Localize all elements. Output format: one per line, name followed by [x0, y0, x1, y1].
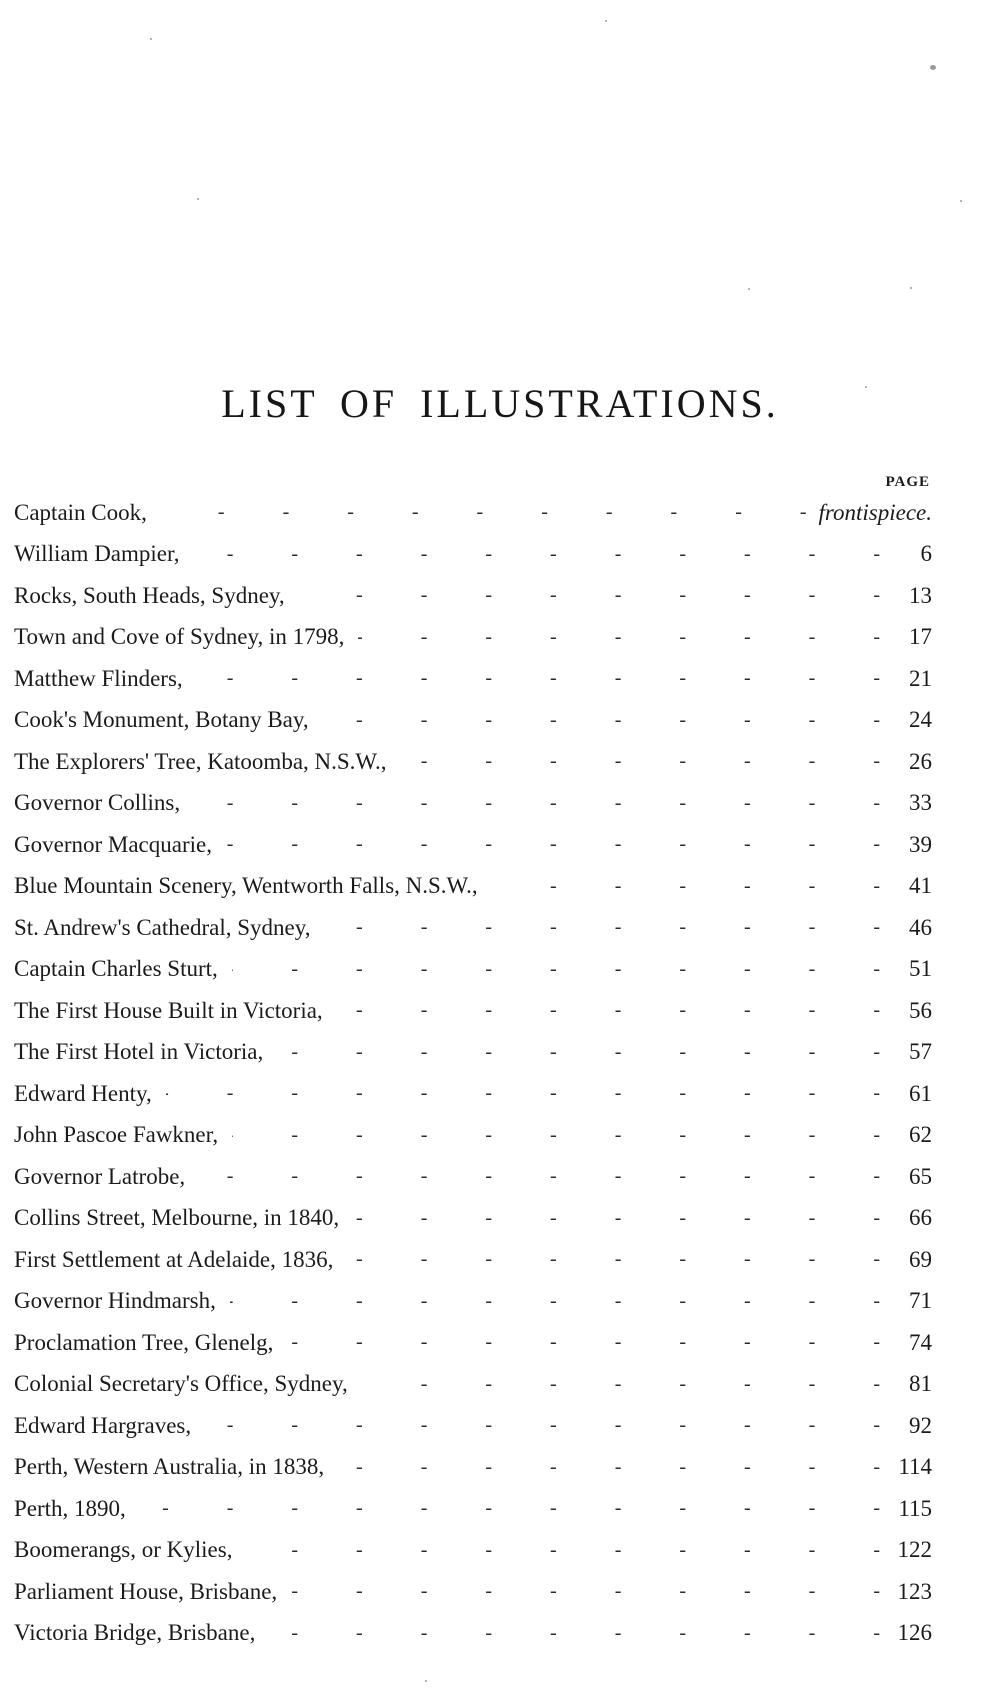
list-item [14, 1447, 932, 1489]
illustration-page-number: 41 [909, 873, 932, 899]
dot-leader [166, 1082, 882, 1105]
dot-leader [199, 1165, 882, 1188]
dot-leader [269, 1622, 882, 1645]
illustration-title: Governor Macquarie, [14, 831, 212, 857]
page-column-header: PAGE [885, 474, 930, 490]
list-item [14, 990, 932, 1032]
dot-leader [194, 543, 883, 566]
dot-leader [232, 958, 882, 981]
illustration-title: William Dampier, [14, 541, 180, 567]
illustration-title: Boomerangs, or Kylies, [14, 1537, 233, 1563]
dot-leader [140, 1497, 882, 1520]
dot-leader [401, 750, 882, 773]
illustration-page-number: 126 [897, 1620, 932, 1646]
list-item [14, 824, 932, 866]
dot-leader [232, 1124, 882, 1147]
dot-leader [337, 999, 882, 1022]
illustration-title: Collins Street, Melbourne, in 1840, [14, 1205, 340, 1231]
list-item [14, 1571, 932, 1613]
dot-leader [291, 1580, 882, 1603]
dot-leader [226, 833, 882, 856]
dot-leader [205, 1414, 882, 1437]
illustration-title: The First Hotel in Victoria, [14, 1039, 264, 1065]
illustration-page-number: 81 [909, 1371, 932, 1397]
list-item [14, 700, 932, 742]
illustration-page-number: 33 [909, 790, 932, 816]
dot-leader [358, 626, 882, 649]
list-item [14, 1364, 932, 1406]
dot-leader [299, 584, 882, 607]
dot-leader [353, 1207, 882, 1230]
list-item [14, 1322, 932, 1364]
illustration-page-number: 122 [897, 1537, 932, 1563]
print-speck [150, 38, 152, 40]
illustration-title: First Settlement at Adelaide, 1836, [14, 1246, 334, 1272]
dot-leader [197, 667, 882, 690]
dot-leader [230, 1290, 882, 1313]
dot-leader [362, 1373, 882, 1396]
print-speck [930, 65, 936, 70]
dot-leader [161, 501, 809, 524]
dot-leader [194, 792, 882, 815]
illustration-page-number: 26 [909, 748, 932, 774]
illustration-title: John Pascoe Fawkner, [14, 1122, 219, 1148]
illustration-title: Captain Cook, [14, 499, 147, 525]
list-item [14, 1530, 932, 1572]
list-item [14, 1115, 932, 1157]
list-item [14, 949, 932, 991]
illustration-title: Perth, Western Australia, in 1838, [14, 1454, 325, 1480]
illustration-page-number: 74 [909, 1329, 932, 1355]
illustration-title: Governor Hindmarsh, [14, 1288, 216, 1314]
illustration-page-number: 39 [909, 831, 932, 857]
dot-leader [325, 916, 882, 939]
list-item [14, 1281, 932, 1323]
list-item [14, 1032, 932, 1074]
illustration-title: The First House Built in Victoria, [14, 997, 323, 1023]
list-item [14, 741, 932, 783]
illustration-title: Governor Collins, [14, 790, 181, 816]
illustration-title: Rocks, South Heads, Sydney, [14, 582, 285, 608]
illustration-title: Perth, 1890, [14, 1495, 126, 1521]
dot-leader [492, 875, 882, 898]
list-item [14, 658, 932, 700]
illustration-title: Colonial Secretary's Office, Sydney, [14, 1371, 348, 1397]
illustration-page-number: 21 [909, 665, 932, 691]
dot-leader [347, 1248, 882, 1271]
illustrations-list [14, 492, 932, 1654]
illustration-title: Edward Henty, [14, 1080, 152, 1106]
illustration-page-number: 61 [909, 1080, 932, 1106]
print-speck [197, 198, 199, 200]
illustration-title: Matthew Flinders, [14, 665, 183, 691]
illustration-page-number: 71 [909, 1288, 932, 1314]
dot-leader [338, 1456, 882, 1479]
illustration-page-number: 66 [909, 1205, 932, 1231]
illustration-title: Parliament House, Brisbane, [14, 1578, 278, 1604]
illustration-title: Proclamation Tree, Glenelg, [14, 1329, 274, 1355]
list-item [14, 1073, 932, 1115]
illustration-page-number: 62 [909, 1122, 932, 1148]
list-item [14, 617, 932, 659]
list-item [14, 866, 932, 908]
illustration-page-number: frontispiece. [818, 499, 932, 525]
list-item [14, 575, 932, 617]
illustration-page-number: 46 [909, 914, 932, 940]
illustration-title: Edward Hargraves, [14, 1412, 192, 1438]
illustration-page-number: 57 [909, 1039, 932, 1065]
illustration-page-number: 123 [897, 1578, 932, 1604]
list-item [14, 1488, 932, 1530]
list-item [14, 1156, 932, 1198]
list-item [14, 1613, 932, 1655]
illustration-title: Cook's Monument, Botany Bay, [14, 707, 309, 733]
list-item [14, 1198, 932, 1240]
print-speck [425, 1680, 427, 1682]
print-speck [748, 288, 750, 290]
dot-leader [246, 1539, 882, 1562]
illustration-page-number: 24 [909, 707, 932, 733]
illustration-page-number: 115 [898, 1495, 932, 1521]
illustration-page-number: 65 [909, 1163, 932, 1189]
illustration-title: Governor Latrobe, [14, 1163, 186, 1189]
page-title: LIST OF ILLUSTRATIONS. [221, 381, 779, 426]
list-item [14, 907, 932, 949]
illustration-title: Blue Mountain Scenery, Wentworth Falls, N.S.W., [14, 873, 478, 899]
illustration-title: Victoria Bridge, Brisbane, [14, 1620, 256, 1646]
illustration-title: The Explorers' Tree, Katoomba, N.S.W., [14, 748, 387, 774]
illustration-page-number: 114 [898, 1454, 932, 1480]
print-speck [960, 200, 962, 202]
illustration-title: Town and Cove of Sydney, in 1798, [14, 624, 345, 650]
dot-leader [287, 1331, 882, 1354]
list-item [14, 1239, 932, 1281]
illustration-page-number: 6 [920, 541, 932, 567]
illustration-title: Captain Charles Sturt, [14, 956, 218, 982]
dot-leader [277, 1041, 882, 1064]
list-item [14, 492, 932, 534]
dot-leader [323, 709, 882, 732]
list-item [14, 783, 932, 825]
illustration-page-number: 56 [909, 997, 932, 1023]
print-speck [605, 20, 607, 22]
print-speck [910, 287, 912, 289]
illustration-title: St. Andrew's Cathedral, Sydney, [14, 914, 311, 940]
list-item [14, 534, 932, 576]
illustration-page-number: 51 [909, 956, 932, 982]
illustration-page-number: 69 [909, 1246, 932, 1272]
illustration-page-number: 17 [909, 624, 932, 650]
illustration-page-number: 13 [909, 582, 932, 608]
illustration-page-number: 92 [909, 1412, 932, 1438]
list-item [14, 1405, 932, 1447]
